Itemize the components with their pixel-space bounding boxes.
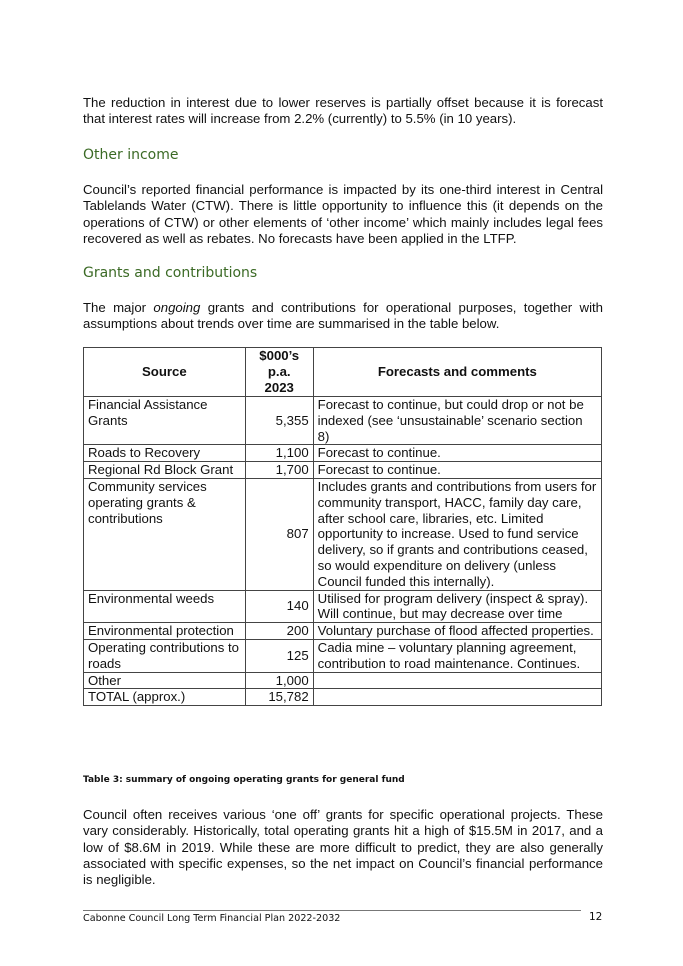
table-row: [84, 445, 602, 462]
grants-intro-paragraph: [83, 300, 603, 333]
row-comment: [313, 672, 601, 689]
row-comment: Forecast to continue.: [313, 462, 601, 479]
table-row: [84, 672, 602, 689]
row-comment: Cadia mine – voluntary planning agreement, contribution to road maintenance. Continues.: [313, 639, 601, 672]
row-source: Roads to Recovery: [84, 445, 246, 462]
grants-intro-text: The major: [83, 300, 154, 315]
other-income-paragraph: Council’s reported financial performance is impacted by its one-third interest in Central Tablelands Water (CTW). There is little opportunity to influence this (it depends on the operations of CTW) or other elements of ‘other income’ which mainly includes legal fees recovered as well as rebates. No forecasts have been applied in the LTFP.: [83, 182, 603, 246]
row-amount: 1,000: [245, 672, 313, 689]
header-amount-line2: p.a.: [267, 364, 291, 380]
table-row: [84, 478, 602, 590]
table-row: [84, 623, 602, 640]
row-comment: Utilised for program delivery (inspect & spray). Will continue, but may decrease over time: [313, 590, 601, 623]
row-comment: Includes grants and contributions from users for community transport, HACC, family day care, after school care, libraries, etc. Limited opportunity to increase. Used to fund service delivery, so if grants and contributions ceased, so would expenditure on delivery (unless Council funded this internally).: [313, 478, 601, 590]
row-source: Regional Rd Block Grant: [84, 462, 246, 479]
row-amount: 807: [245, 478, 313, 590]
table-row: [84, 590, 602, 623]
header-comments: Forecasts and comments: [313, 348, 601, 397]
interest-paragraph: The reduction in interest due to lower reserves is partially offset because it is forecast that interest rates will increase from 2.2% (currently) to 5.5% (in 10 years).: [83, 95, 603, 127]
table-total-row: [84, 689, 602, 706]
table-row: [84, 639, 602, 672]
footer-title: Cabonne Council Long Term Financial Plan 2022-2032: [83, 913, 341, 924]
table-row: [84, 397, 602, 445]
row-comment: Voluntary purchase of flood affected properties.: [313, 623, 601, 640]
header-source: Source: [84, 348, 246, 397]
grants-table: [83, 347, 602, 706]
row-amount: 140: [245, 590, 313, 623]
row-comment: Forecast to continue.: [313, 445, 601, 462]
grants-heading: Grants and contributions: [83, 265, 258, 281]
page-number: 12: [589, 911, 603, 923]
other-income-heading: Other income: [83, 147, 179, 163]
row-amount: 1,100: [245, 445, 313, 462]
header-amount-line3: 2023: [264, 379, 294, 395]
row-source: Other: [84, 672, 246, 689]
row-source: TOTAL (approx.): [84, 689, 246, 706]
row-source: Financial Assistance Grants: [84, 397, 246, 445]
header-amount-line1: $000’s: [259, 348, 300, 364]
row-amount: 200: [245, 623, 313, 640]
table-row: [84, 462, 602, 479]
row-amount: 15,782: [245, 689, 313, 706]
row-amount: 5,355: [245, 397, 313, 445]
row-source: Community services operating grants & contributions: [84, 478, 246, 590]
row-comment: Forecast to continue, but could drop or not be indexed (see ‘unsustainable’ scenario section 8): [313, 397, 601, 445]
row-amount: 125: [245, 639, 313, 672]
row-amount: 1,700: [245, 462, 313, 479]
row-comment: [313, 689, 601, 706]
header-amount: [245, 348, 313, 397]
footer-divider: [83, 910, 581, 911]
row-source: Environmental weeds: [84, 590, 246, 623]
table-caption: Table 3: summary of ongoing operating grants for general fund: [83, 775, 405, 785]
table-header-row: [84, 348, 602, 397]
row-source: Environmental protection: [84, 623, 246, 640]
row-source: Operating contributions to roads: [84, 639, 246, 672]
grants-intro-emphasis: ongoing: [153, 300, 201, 315]
one-off-grants-paragraph: Council often receives various ‘one off’ grants for specific operational projects. These vary considerably. Historically, total operating grants hit a high of $15.5M in 2017, and a low of $8.6M in 2019. While these are more difficult to predict, they are also generally associated with specific expenses, so the net impact on Council’s financial performance is negligible.: [83, 807, 603, 888]
grants-intro-text-rest: grants and contributions for operational purposes, together with assumptions about trends over time are summarised in the table below.: [83, 300, 603, 332]
